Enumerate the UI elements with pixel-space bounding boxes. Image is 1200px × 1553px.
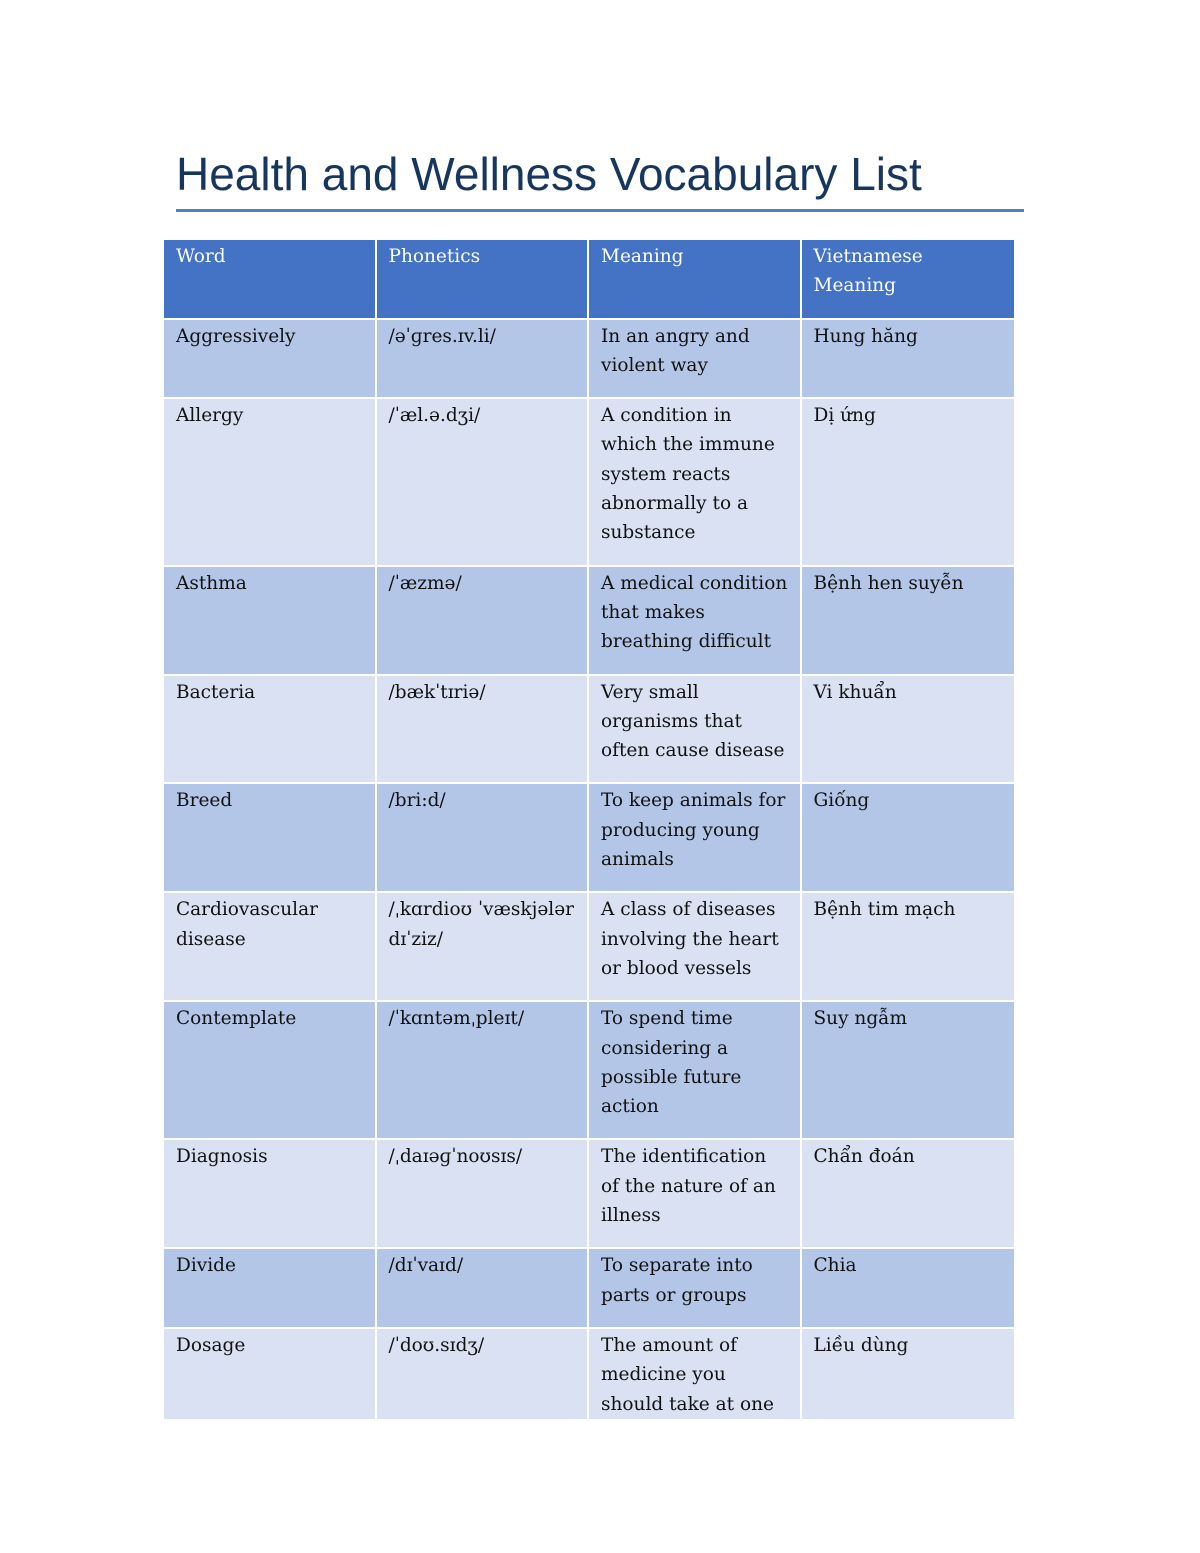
word-cell: Breed [164, 784, 377, 893]
vietnamese-cell: Vi khuẩn [802, 676, 1015, 785]
meaning-cell: A condition in which the immune system reacts abnormally to a substance [589, 399, 802, 566]
vietnamese-cell: Dị ứng [802, 399, 1015, 566]
table-row [164, 1002, 1014, 1140]
phonetics-cell: /bækˈtɪriə/ [377, 676, 590, 785]
phonetics-cell: /ˈdoʊ.sɪdʒ/ [377, 1329, 590, 1419]
header-phonetics: Phonetics [377, 240, 590, 320]
meaning-cell: A class of diseases involving the heart or blood vessels [589, 893, 802, 1002]
word-cell: Aggressively [164, 320, 377, 400]
vietnamese-cell: Giống [802, 784, 1015, 893]
phonetics-cell: /əˈɡres.ɪv.li/ [377, 320, 590, 400]
vietnamese-cell: Hung hăng [802, 320, 1015, 400]
meaning-cell: The amount of medicine you should take at one [589, 1329, 802, 1419]
meaning-cell: To spend time considering a possible future action [589, 1002, 802, 1140]
meaning-cell: In an angry and violent way [589, 320, 802, 400]
meaning-cell: The identification of the nature of an illness [589, 1140, 802, 1249]
header-word: Word [164, 240, 377, 320]
table-row [164, 567, 1014, 676]
word-cell: Diagnosis [164, 1140, 377, 1249]
meaning-cell: To separate into parts or groups [589, 1249, 802, 1329]
vietnamese-cell: Bệnh tim mạch [802, 893, 1015, 1002]
table-row [164, 893, 1014, 1002]
word-cell: Cardiovascular disease [164, 893, 377, 1002]
phonetics-cell: /ˈæl.ə.dʒi/ [377, 399, 590, 566]
word-cell: Divide [164, 1249, 377, 1329]
phonetics-cell: /ˌdaɪəɡˈnoʊsɪs/ [377, 1140, 590, 1249]
table-row [164, 399, 1014, 566]
phonetics-cell: /dɪˈvaɪd/ [377, 1249, 590, 1329]
vocabulary-table [164, 240, 1014, 1419]
meaning-cell: To keep animals for producing young animals [589, 784, 802, 893]
word-cell: Dosage [164, 1329, 377, 1419]
phonetics-cell: /bri:d/ [377, 784, 590, 893]
vietnamese-cell: Liều dùng [802, 1329, 1015, 1419]
title-underline [176, 209, 1024, 212]
word-cell: Bacteria [164, 676, 377, 785]
table-row [164, 784, 1014, 893]
phonetics-cell: /ˈkɑntəmˌpleɪt/ [377, 1002, 590, 1140]
meaning-cell: A medical condition that makes breathing difficult [589, 567, 802, 676]
table-row [164, 1329, 1014, 1419]
header-vietnamese-meaning: Vietnamese Meaning [802, 240, 1015, 320]
word-cell: Asthma [164, 567, 377, 676]
table-header-row [164, 240, 1014, 320]
vietnamese-cell: Chia [802, 1249, 1015, 1329]
phonetics-cell: /ˈæzmə/ [377, 567, 590, 676]
meaning-cell: Very small organisms that often cause disease [589, 676, 802, 785]
table-row [164, 1249, 1014, 1329]
table-row [164, 676, 1014, 785]
phonetics-cell: /ˌkɑrdioʊ ˈvæskjələr dɪˈziz/ [377, 893, 590, 1002]
header-meaning: Meaning [589, 240, 802, 320]
vietnamese-cell: Bệnh hen suyễn [802, 567, 1015, 676]
word-cell: Contemplate [164, 1002, 377, 1140]
table-row [164, 1140, 1014, 1249]
vietnamese-cell: Suy ngẫm [802, 1002, 1015, 1140]
page-title: Health and Wellness Vocabulary List [176, 148, 922, 200]
vietnamese-cell: Chẩn đoán [802, 1140, 1015, 1249]
table-row [164, 320, 1014, 400]
word-cell: Allergy [164, 399, 377, 566]
